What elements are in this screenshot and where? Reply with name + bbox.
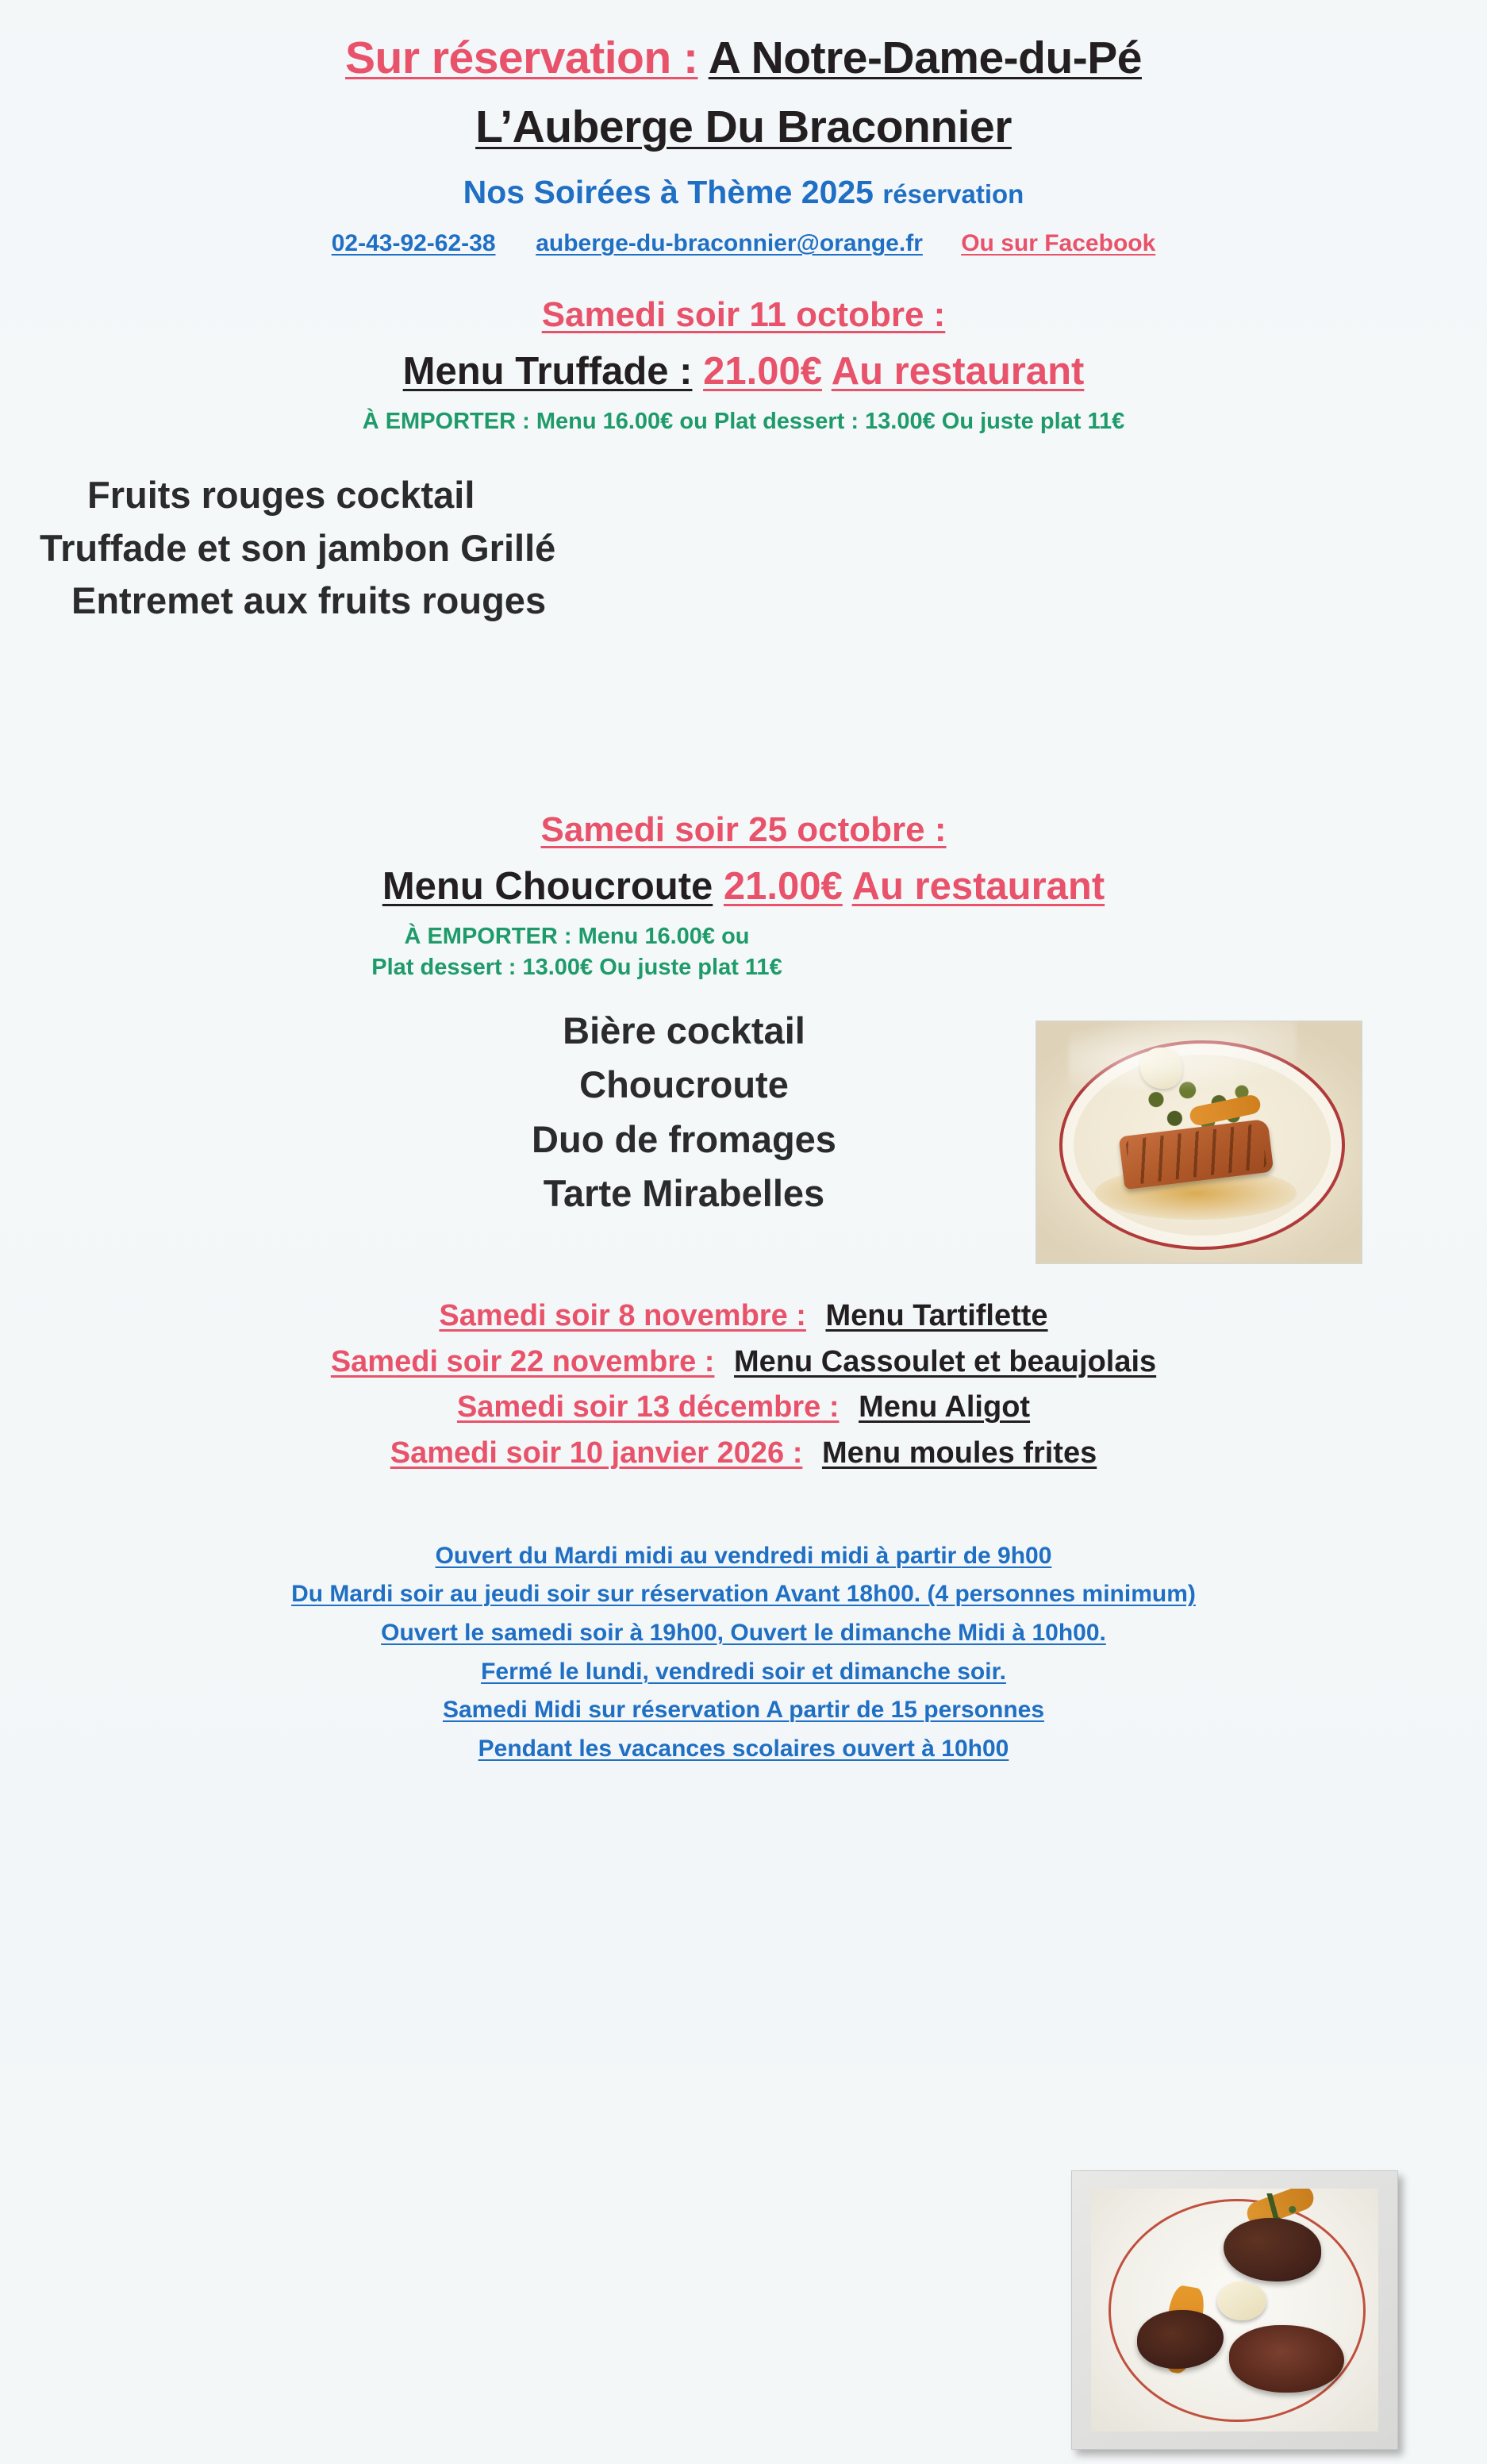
- reservation-word: réservation: [882, 179, 1024, 209]
- phone-number[interactable]: 02-43-92-62-38: [331, 229, 496, 256]
- event2-place: Au restaurant: [851, 865, 1105, 909]
- restaurant-name: L’Auberge Du Braconnier: [475, 101, 1012, 152]
- event2-date: Samedi soir 25 octobre :: [540, 810, 947, 850]
- hours-line-3: Ouvert le samedi soir à 19h00, Ouvert le dimanche Midi à 10h00.: [381, 1620, 1106, 1647]
- hours-line-1: Ouvert du Mardi midi au vendredi midi à partir de 9h00: [435, 1542, 1052, 1569]
- town-name: A Notre-Dame-du-Pé: [708, 33, 1142, 83]
- event2-dish-4: Tarte Mirabelles: [543, 1171, 825, 1214]
- upcoming-menu-3: Menu Aligot: [859, 1390, 1031, 1424]
- event2-price: 21.00€: [723, 865, 843, 909]
- opening-hours-block: [0, 1537, 1487, 1769]
- event2-dish-list: [0, 1004, 1487, 1220]
- upcoming-menu-1: Menu Tartiflette: [825, 1298, 1048, 1332]
- upcoming-menu-2: Menu Cassoulet et beaujolais: [734, 1344, 1157, 1378]
- event1-menu-line: [0, 349, 1487, 394]
- event1-takeaway: À EMPORTER : Menu 16.00€ ou Plat dessert : 13.00€ Ou juste plat 11€: [362, 408, 1125, 434]
- event2-takeaway: [0, 921, 1487, 983]
- restaurant-location-heading: [0, 33, 1487, 83]
- hours-line-5: Samedi Midi sur réservation A partir de 15 personnes: [442, 1697, 1045, 1724]
- event2-content-row: [0, 1004, 1487, 1220]
- reservation-note: Sur réservation :: [344, 33, 698, 83]
- event1-menu-title: Menu Truffade :: [402, 349, 693, 393]
- flyer-page: [0, 33, 1487, 2065]
- event1-dish-3: Entremet aux fruits rouges: [71, 579, 547, 622]
- event2-dish-1: Bière cocktail: [563, 1009, 805, 1052]
- theme-nights-heading: [0, 174, 1487, 211]
- event2-takeaway-line1: À EMPORTER : Menu 16.00€ ou: [404, 924, 750, 950]
- upcoming-menu-4: Menu moules frites: [821, 1436, 1097, 1470]
- upcoming-row: [0, 1294, 1487, 1340]
- upcoming-date-2: Samedi soir 22 novembre :: [330, 1344, 715, 1378]
- event1-dish-1: Fruits rouges cocktail: [87, 473, 475, 516]
- upcoming-row: [0, 1431, 1487, 1477]
- upcoming-dates-list: [0, 1294, 1487, 1477]
- event2-takeaway-line2: Plat dessert : 13.00€ Ou juste plat 11€: [371, 955, 782, 981]
- event1-content-row: [0, 469, 1487, 628]
- event1-date: Samedi soir 11 octobre :: [541, 294, 946, 334]
- upcoming-row: [0, 1340, 1487, 1386]
- event2-dish-2: Choucroute: [579, 1063, 789, 1106]
- event2-menu-title: Menu Choucroute: [382, 865, 713, 909]
- event1-price: 21.00€: [703, 349, 822, 393]
- event2-food-photo: [1063, 2155, 1412, 2464]
- hours-line-2: Du Mardi soir au jeudi soir sur réservation Avant 18h00. (4 personnes minimum): [291, 1581, 1196, 1608]
- event1-dish-list: [40, 469, 928, 628]
- contact-line: [0, 230, 1487, 257]
- email-address[interactable]: auberge-du-braconnier@orange.fr: [536, 229, 923, 256]
- facebook-link[interactable]: Ou sur Facebook: [961, 229, 1156, 256]
- upcoming-date-3: Samedi soir 13 décembre :: [456, 1390, 840, 1424]
- upcoming-row: [0, 1385, 1487, 1431]
- theme-nights-title: Nos Soirées à Thème 2025: [463, 173, 874, 210]
- event2-menu-line: [0, 864, 1487, 909]
- hours-line-6: Pendant les vacances scolaires ouvert à 10h00: [478, 1735, 1009, 1762]
- upcoming-date-1: Samedi soir 8 novembre :: [439, 1298, 806, 1332]
- event1-place: Au restaurant: [831, 349, 1085, 393]
- event2-dish-3: Duo de fromages: [532, 1117, 836, 1160]
- upcoming-date-4: Samedi soir 10 janvier 2026 :: [390, 1436, 803, 1470]
- event1-dish-2: Truffade et son jambon Grillé: [40, 526, 556, 569]
- hours-line-4: Fermé le lundi, vendredi soir et dimanche soir.: [481, 1658, 1006, 1685]
